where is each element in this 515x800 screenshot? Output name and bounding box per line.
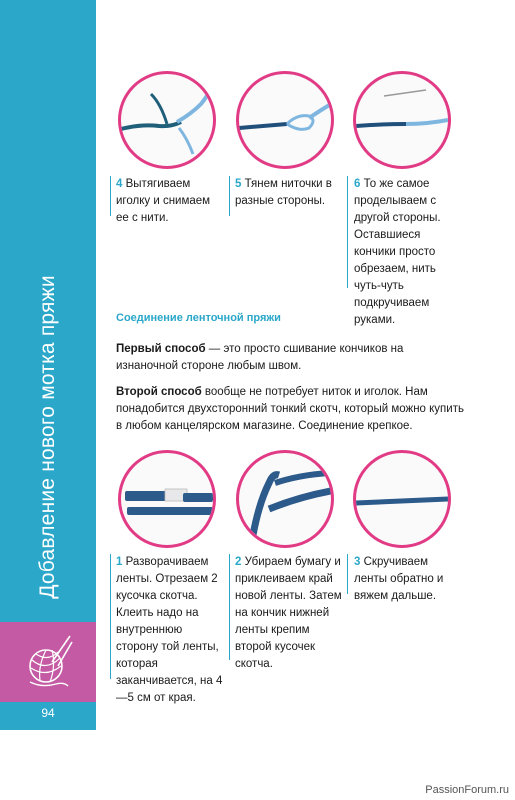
step-number: 6 <box>354 178 361 190</box>
step-text: Разворачиваем ленты. Отрезаем 2 кусочка скотча. Клеить надо на внутреннюю сторону той ленты, которая заканчивается, на 4—5 см от края. <box>116 556 223 704</box>
step-number: 3 <box>354 556 361 568</box>
paragraph-second-method <box>116 384 468 435</box>
caption-step-6 <box>354 176 464 329</box>
chapter-title: Добавление нового мотка пряжи <box>36 275 59 599</box>
watermark: PassionForum.ru <box>425 784 509 796</box>
caption-step-5 <box>235 176 343 210</box>
second-method-label: Второй способ <box>116 386 202 398</box>
caption-divider <box>347 176 348 288</box>
step-text: То же самое проделываем с другой стороны. Оставшиеся кончики просто обрезаем, нить чуть-чуть подкручиваем руками. <box>354 178 441 326</box>
paragraph-first-method <box>116 341 468 375</box>
yarn-ball-icon <box>22 632 74 697</box>
step-text: Скручиваем ленты обратно и вяжем дальше. <box>354 556 444 602</box>
caption-divider <box>229 554 230 660</box>
first-method-label: Первый способ <box>116 343 206 355</box>
caption-step-4 <box>116 176 224 227</box>
first-method-text: — это просто сшивание кончиков на изнаночной стороне любым швом. <box>116 343 404 372</box>
photo-ribbon-step-1 <box>118 450 216 548</box>
section-title: Соединение ленточной пряжи <box>116 312 281 324</box>
step-text: Вытягиваем иголку и снимаем ее с нити. <box>116 178 211 224</box>
step-text: Убираем бумагу и приклеиваем край новой ленты. Затем на кончик нижней ленты крепим второй кусочек скотча. <box>235 556 342 670</box>
caption-ribbon-step-1 <box>116 554 224 707</box>
caption-divider <box>229 176 230 216</box>
caption-divider <box>110 554 111 679</box>
second-method-text: вообще не потребует ниток и иголок. Нам понадобится двухсторонний тонкий скотч, который можно купить в любом канцелярском магазине. Соединение крепкое. <box>116 386 464 432</box>
photo-ribbon-step-3 <box>353 450 451 548</box>
step-text: Тянем ниточки в разные стороны. <box>235 178 332 207</box>
sidebar <box>0 0 96 800</box>
step-number: 2 <box>235 556 242 568</box>
step-number: 1 <box>116 556 123 568</box>
caption-divider <box>347 554 348 594</box>
photo-step-6 <box>353 71 451 169</box>
step-number: 5 <box>235 178 242 190</box>
page-number: 94 <box>41 706 55 720</box>
photo-step-4 <box>118 71 216 169</box>
caption-ribbon-step-3 <box>354 554 464 605</box>
caption-divider <box>110 176 111 216</box>
step-number: 4 <box>116 178 123 190</box>
caption-ribbon-step-2 <box>235 554 343 673</box>
photo-ribbon-step-2 <box>236 450 334 548</box>
photo-step-5 <box>236 71 334 169</box>
